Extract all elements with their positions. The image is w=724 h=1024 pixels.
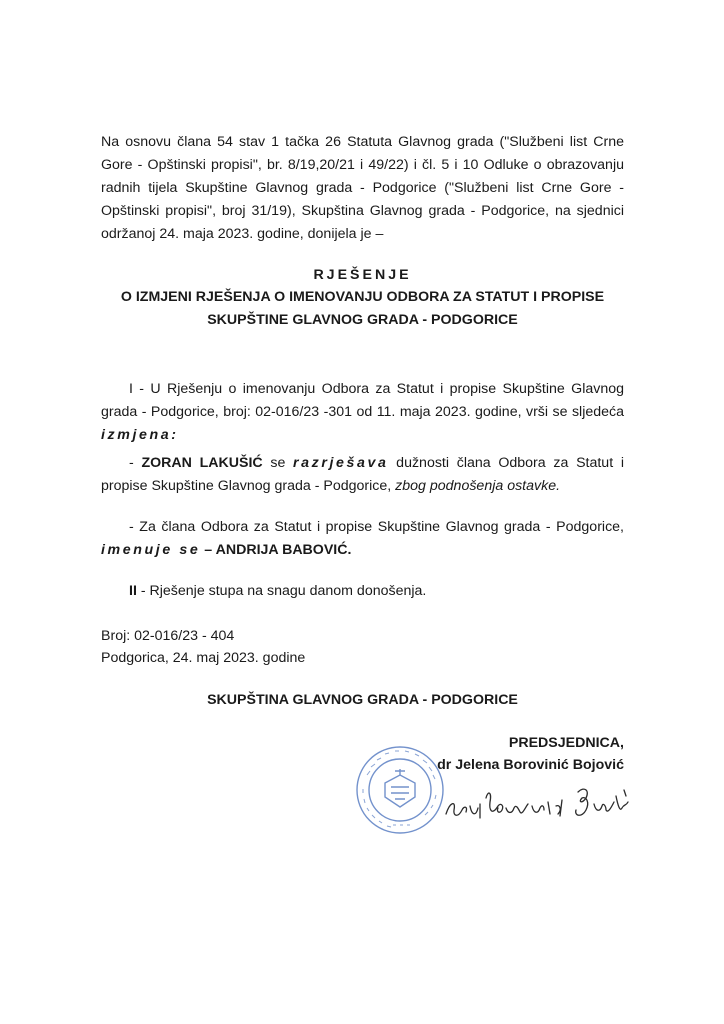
appointed-member-name: ANDRIJA BABOVIĆ.	[215, 542, 352, 558]
section-2	[101, 580, 624, 603]
intro-paragraph: Na osnovu člana 54 stav 1 tačka 26 Statuta Glavnog grada ("Službeni list Crne Gore - Opštinski propisi", br. 8/19,20/21 i 49/22) i čl. 5 i 10 Odluke o obrazovanju radnih tijela Skupštine Glavnog grada - Podgorice ("Službeni list Crne Gore - Opštinski propisi", broj 31/19), Skupština Glavnog grada - Podgorice, na sjednici održanoj 24. maja 2023. godine, donijela je –	[101, 134, 624, 242]
signatory-title: PREDSJEDNICA,	[508, 735, 624, 751]
document-subtitle-line2: SKUPŠTINE GLAVNOG GRADA - PODGORICE	[207, 312, 518, 328]
appointment-dash: –	[200, 542, 216, 558]
appointment-item	[101, 516, 624, 562]
appointment-verb: imenuje se	[101, 542, 201, 558]
document-title: RJEŠENJE	[313, 267, 412, 283]
appointment-text: - Za člana Odbora za Statut i propise Skupštine Glavnog grada - Podgorice,	[129, 519, 624, 535]
document-date: Podgorica, 24. maj 2023. godine	[101, 650, 306, 666]
dismissal-item	[101, 452, 624, 498]
reference-number: Broj: 02-016/23 - 404	[101, 628, 235, 644]
dismissal-reason: zbog podnošenja ostavke.	[395, 478, 561, 494]
dismissal-text: dužnosti člana Odbora za Statut i propise Skupštine Glavnog grada - Podgorice,	[101, 455, 624, 494]
handwritten-signature	[444, 776, 634, 836]
dismissed-member-name: ZORAN LAKUŠIĆ	[141, 455, 263, 471]
document-subtitle-line1: O IZMJENI RJEŠENJA O IMENOVANJU ODBORA ZA STATUT I PROPISE	[120, 289, 605, 305]
section-1-text: I - U Rješenju o imenovanju Odbora za Statut i propise Skupštine Glavnog grada - Podgorice, broj: 02-016/23 -301 od 11. maja 2023. godine, vrši se sljedeća	[101, 381, 624, 420]
section-1	[101, 378, 624, 447]
dismissal-dash: -	[129, 455, 142, 471]
signatory-name: dr Jelena Borovinić Bojović	[437, 757, 624, 773]
section-2-text: - Rješenje stupa na snagu danom donošenja.	[136, 583, 427, 599]
dismissal-verb: razrješava	[293, 455, 389, 471]
section-1-emphasis: izmjena:	[101, 427, 179, 443]
issuing-organization: SKUPŠTINA GLAVNOG GRADA - PODGORICE	[207, 692, 518, 708]
dismissal-pre: se	[262, 455, 294, 471]
section-2-label: II	[129, 583, 137, 599]
